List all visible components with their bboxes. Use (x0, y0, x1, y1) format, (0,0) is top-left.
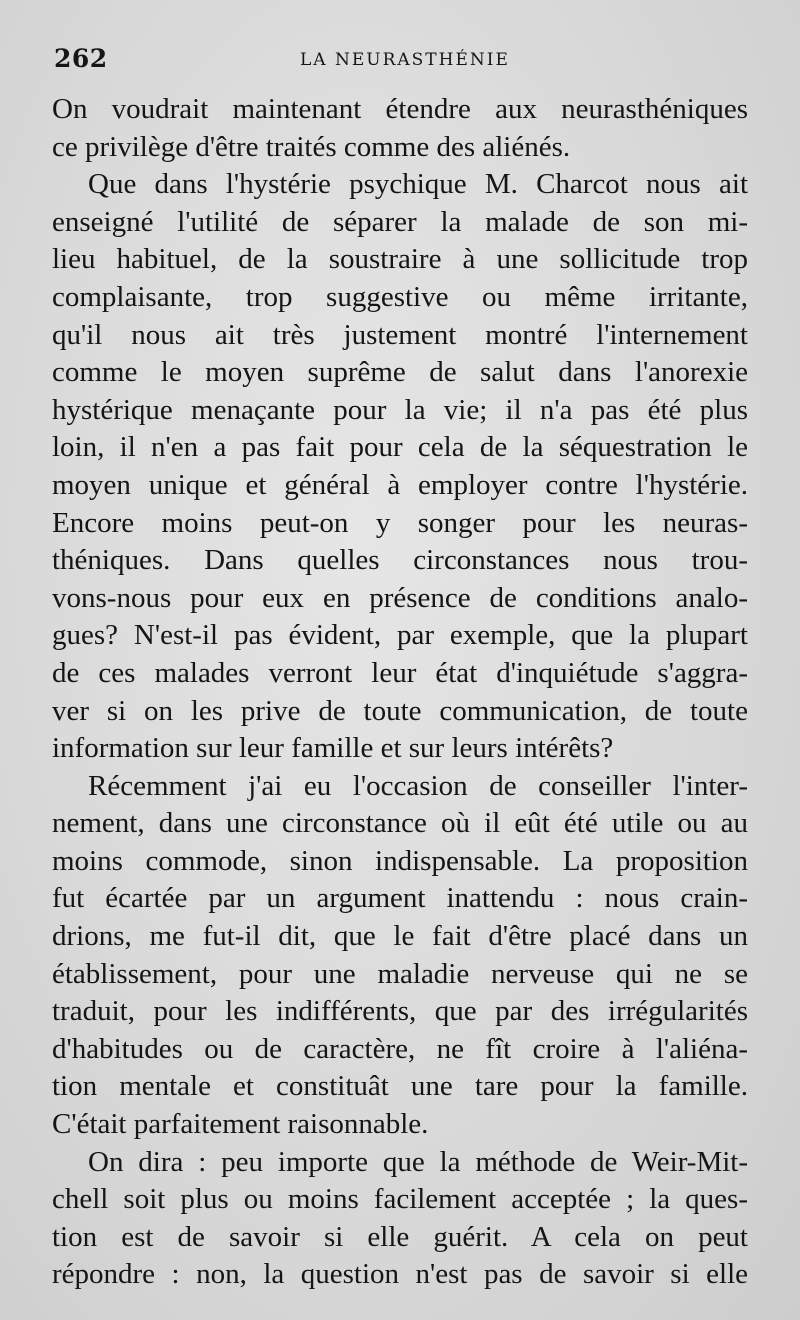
text-line: drions, me fut-il dit, que le fait d'être placé dans un (52, 920, 748, 953)
text-line: répondre : non, la question n'est pas de savoir si elle (52, 1258, 748, 1291)
text-line: vons-nous pour eux en présence de conditions analo- (52, 581, 748, 614)
text-line: ce privilège d'être traités comme des aliénés. (52, 130, 571, 163)
text-line: théniques. Dans quelles circonstances nous trou- (52, 544, 748, 577)
text-line: Que dans l'hystérie psychique M. Charcot nous ait (88, 168, 748, 201)
text-line: ver si on les prive de toute communication, de toute (52, 694, 748, 727)
text-line: traduit, pour les indifférents, que par des irrégularités (52, 995, 748, 1028)
text-line: qu'il nous ait très justement montré l'internement (52, 318, 748, 351)
text-line: moins commode, sinon indispensable. La proposition (52, 844, 748, 877)
text-line: information sur leur famille et sur leurs intérêts? (52, 732, 614, 765)
body-text (52, 91, 748, 1294)
page-number: 262 (54, 44, 108, 73)
text-line: hystérique menaçante pour la vie; il n'a pas été plus (52, 393, 748, 426)
text-line: fut écartée par un argument inattendu : nous crain- (52, 882, 748, 915)
running-head: LA NEURASTHÉNIE (300, 50, 510, 70)
text-line: Encore moins peut-on y songer pour les neuras- (52, 506, 748, 539)
text-line: On voudrait maintenant étendre aux neurasthéniques (52, 93, 748, 125)
text-line: enseigné l'utilité de séparer la malade de son mi- (52, 205, 748, 238)
text-line: complaisante, trop suggestive ou même irritante, (52, 280, 748, 313)
text-line: gues? N'est-il pas évident, par exemple, que la plupart (52, 619, 748, 652)
text-line: chell soit plus ou moins facilement acceptée ; la ques- (52, 1183, 748, 1216)
text-line: On dira : peu importe que la méthode de Weir-Mit- (88, 1145, 748, 1178)
text-line: nement, dans une circonstance où il eût été utile ou au (52, 807, 748, 840)
text-line: tion est de savoir si elle guérit. A cela on peut (52, 1220, 748, 1253)
text-line: établissement, pour une maladie nerveuse qui ne se (52, 957, 748, 990)
text-line: Récemment j'ai eu l'occasion de conseiller l'inter- (88, 769, 748, 802)
text-line: comme le moyen suprême de salut dans l'anorexie (52, 356, 748, 389)
text-line: d'habitudes ou de caractère, ne fît croire à l'aliéna- (52, 1032, 748, 1065)
page-header (54, 44, 764, 78)
text-line: loin, il n'en a pas fait pour cela de la séquestration le (52, 431, 748, 464)
text-line: lieu habituel, de la soustraire à une sollicitude trop (52, 243, 748, 276)
text-line: tion mentale et constituât une tare pour la famille. (52, 1070, 748, 1103)
text-line: moyen unique et général à employer contre l'hystérie. (52, 468, 748, 501)
text-line: de ces malades verront leur état d'inquiétude s'aggra- (52, 656, 748, 689)
text-line: C'était parfaitement raisonnable. (52, 1108, 429, 1141)
